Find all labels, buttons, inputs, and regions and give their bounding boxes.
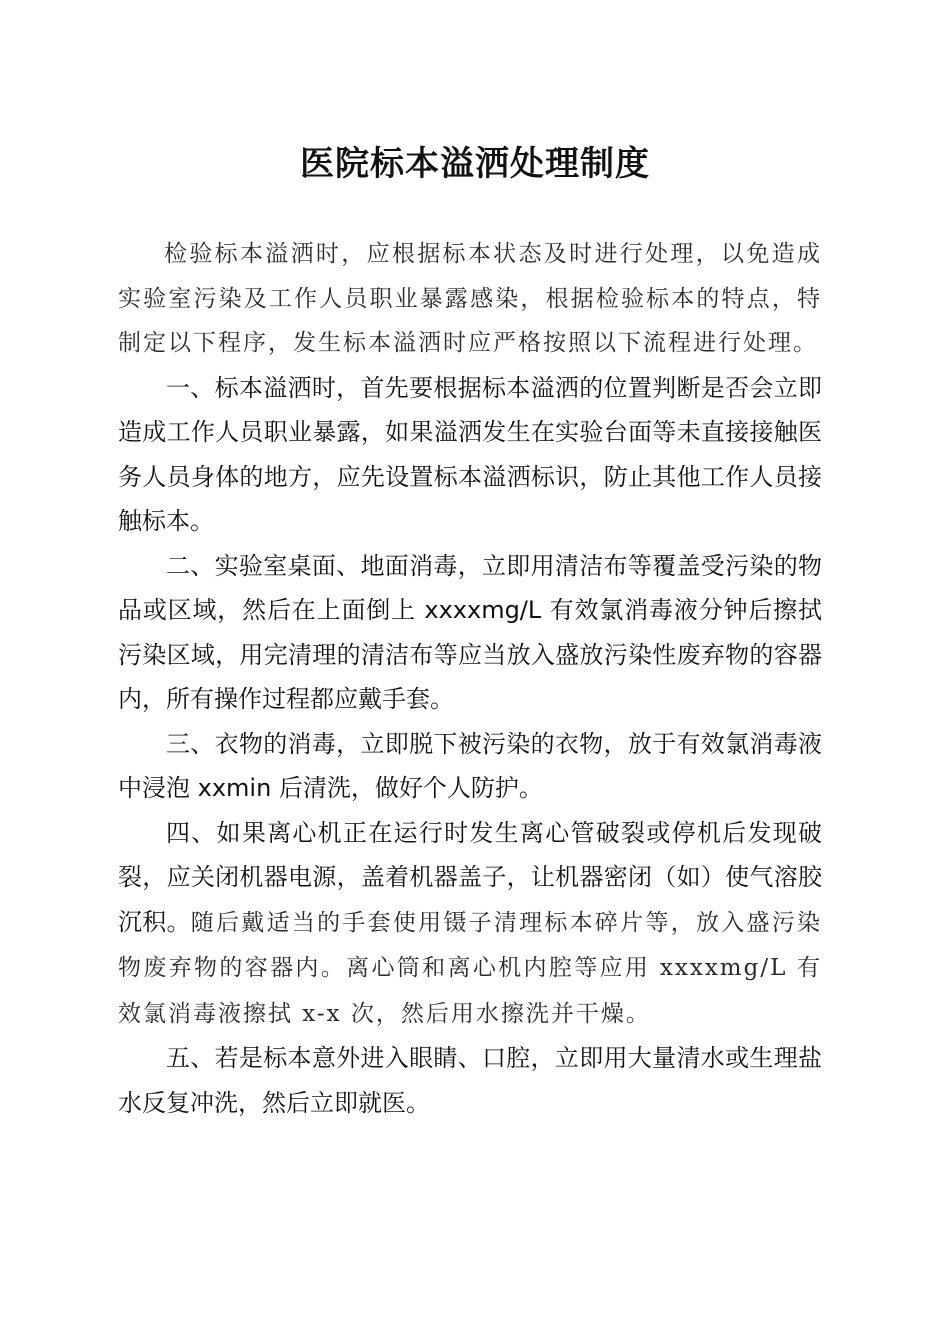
item-4-main-text: 四、如果离心机正在运行时发生离心管破裂或停机后发现破裂，应关闭机器电源，盖着机器盖子，让机器密闭（如）使气溶胶沉积。 <box>118 818 822 936</box>
item-paragraph-4 <box>118 811 822 1037</box>
item-paragraph-2: 二、实验室桌面、地面消毒，立即用清洁布等覆盖受污染的物品或区域，然后在上面倒上 xxxxmg/L 有效氯消毒液分钟后擦拭污染区域，用完清理的清洁布等应当放入盛放污染性废弃物的容器内，所有操作过程都应戴手套。 <box>118 551 822 713</box>
document-title: 医院标本溢洒处理制度 <box>300 144 650 184</box>
document-body <box>118 232 822 1125</box>
item-4-continuation-text: 随后戴适当的手套使用镊子清理标本碎片等，放入盛污染物废弃物的容器内。离心筒和离心机内腔等应用 xxxxmg/L 有效氯消毒液擦拭 x-x 次，然后用水擦洗并干燥。 <box>118 909 823 1027</box>
item-paragraph-5: 五、若是标本意外进入眼睛、口腔，立即用大量清水或生理盐水反复冲洗，然后立即就医。 <box>118 1044 822 1117</box>
intro-paragraph: 检验标本溢洒时，应根据标本状态及时进行处理，以免造成实验室污染及工作人员职业暴露感染，根据检验标本的特点，特制定以下程序，发生标本溢洒时应严格按照以下流程进行处理。 <box>118 241 822 356</box>
item-paragraph-3: 三、衣物的消毒，立即脱下被污染的衣物，放于有效氯消毒液中浸泡 xxmin 后清洗，做好个人防护。 <box>118 729 822 802</box>
item-paragraph-1: 一、标本溢洒时，首先要根据标本溢洒的位置判断是否会立即造成工作人员职业暴露，如果溢洒发生在实验台面等未直接接触医务人员身体的地方，应先设置标本溢洒标识，防止其他工作人员接触标本。 <box>118 373 822 535</box>
